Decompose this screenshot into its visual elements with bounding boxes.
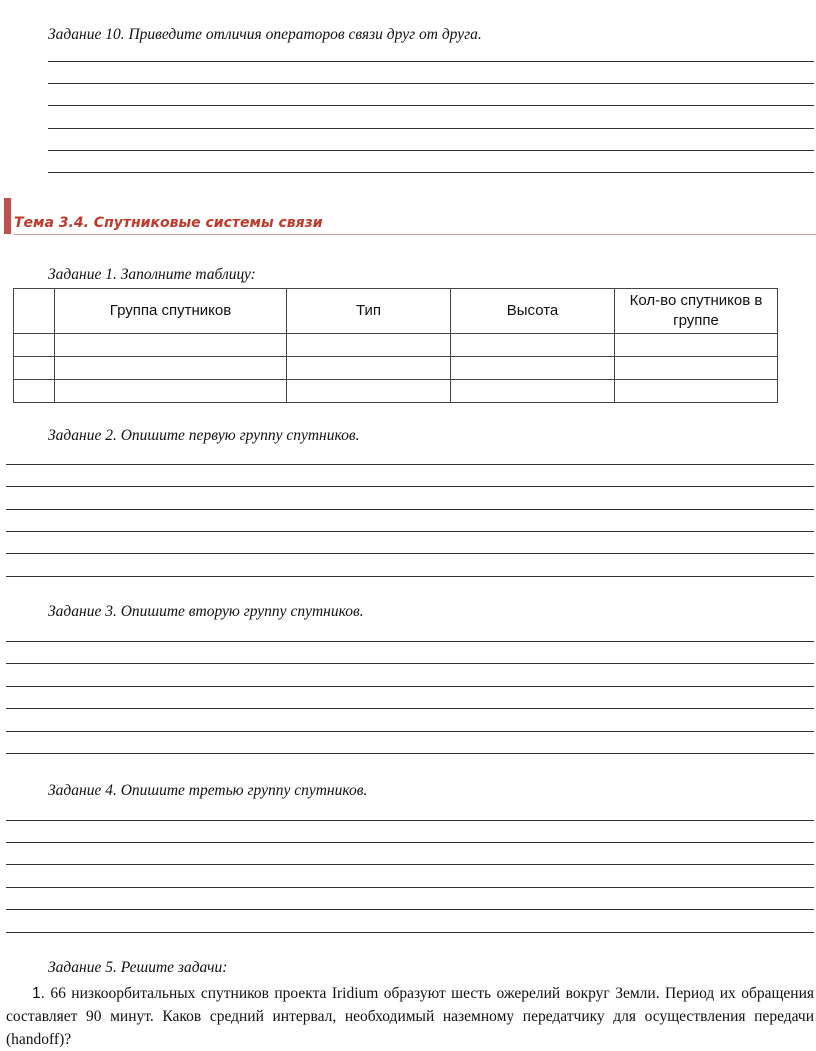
task-10-heading (48, 26, 482, 44)
task-4-heading (48, 782, 367, 800)
task-5-label: Задание 5. (48, 959, 117, 976)
table-cell[interactable] (451, 380, 615, 403)
answer-line (6, 842, 814, 843)
task-5-heading (48, 959, 227, 977)
answer-line (48, 172, 814, 173)
table-row (14, 357, 778, 380)
table-cell[interactable] (14, 334, 55, 357)
task-10-label: Задание 10. (48, 26, 125, 43)
task-3-text: Опишите вторую группу спутников. (120, 603, 364, 620)
table-cell[interactable] (14, 380, 55, 403)
table-row (14, 334, 778, 357)
section-underline (14, 234, 816, 235)
task-2-text: Опишите первую группу спутников. (120, 427, 360, 444)
table-header-row (14, 289, 778, 334)
table-cell[interactable] (615, 334, 778, 357)
answer-line (48, 61, 814, 62)
task-1-label: Задание 1. (48, 266, 117, 283)
section-accent-bar (4, 198, 11, 234)
section-title: Тема 3.4. Спутниковые системы связи (14, 215, 323, 231)
answer-line (6, 686, 814, 687)
task-1-text: Заполните таблицу: (120, 266, 256, 283)
task-5-text: Решите задачи: (120, 959, 228, 976)
task-10-text: Приведите отличия операторов связи друг от друга. (128, 26, 482, 43)
table-cell[interactable] (55, 380, 287, 403)
table-cell[interactable] (451, 334, 615, 357)
table-row (14, 380, 778, 403)
table-header-cell: Кол-во спутников в группе (615, 289, 778, 334)
answer-line (48, 128, 814, 129)
answer-line (6, 753, 814, 754)
problem-1-paragraph (6, 982, 814, 1051)
table-cell[interactable] (615, 357, 778, 380)
answer-line (6, 708, 814, 709)
table-cell[interactable] (287, 334, 451, 357)
answer-line (6, 887, 814, 888)
answer-line (6, 932, 814, 933)
satellite-table (13, 288, 778, 403)
answer-line (6, 553, 814, 554)
task-4-label: Задание 4. (48, 782, 117, 799)
table-cell[interactable] (55, 357, 287, 380)
answer-line (6, 576, 814, 577)
answer-line (6, 909, 814, 910)
task-3-heading (48, 603, 364, 621)
answer-line (48, 150, 814, 151)
table-header-cell: Группа спутников (55, 289, 287, 334)
table-header-cell: Высота (451, 289, 615, 334)
section-heading (0, 198, 816, 238)
table-cell[interactable] (451, 357, 615, 380)
answer-line (6, 464, 814, 465)
table-cell[interactable] (287, 357, 451, 380)
table-cell[interactable] (14, 357, 55, 380)
task-2-label: Задание 2. (48, 427, 117, 444)
table-cell[interactable] (55, 334, 287, 357)
answer-line (6, 531, 814, 532)
answer-line (48, 105, 814, 106)
answer-line (6, 509, 814, 510)
answer-line (6, 486, 814, 487)
problem-1-number: 1. (32, 985, 45, 1002)
answer-line (6, 864, 814, 865)
table-cell[interactable] (287, 380, 451, 403)
task-4-text: Опишите третью группу спутников. (120, 782, 368, 799)
answer-line (6, 820, 814, 821)
table-cell[interactable] (615, 380, 778, 403)
task-2-heading (48, 427, 360, 445)
table-header-cell (14, 289, 55, 334)
answer-line (6, 663, 814, 664)
task-1-heading (48, 266, 256, 284)
table-header-cell: Тип (287, 289, 451, 334)
problem-1-text: 66 низкоорбитальных спутников проекта Iridium образуют шесть ожерелий вокруг Земли. Период их обращения составляет 90 минут. Каков средний интервал, необходимый наземному передатчику для осуществления передачи (handoff)? (6, 985, 815, 1048)
answer-line (48, 83, 814, 84)
answer-line (6, 731, 814, 732)
answer-line (6, 641, 814, 642)
task-3-label: Задание 3. (48, 603, 117, 620)
